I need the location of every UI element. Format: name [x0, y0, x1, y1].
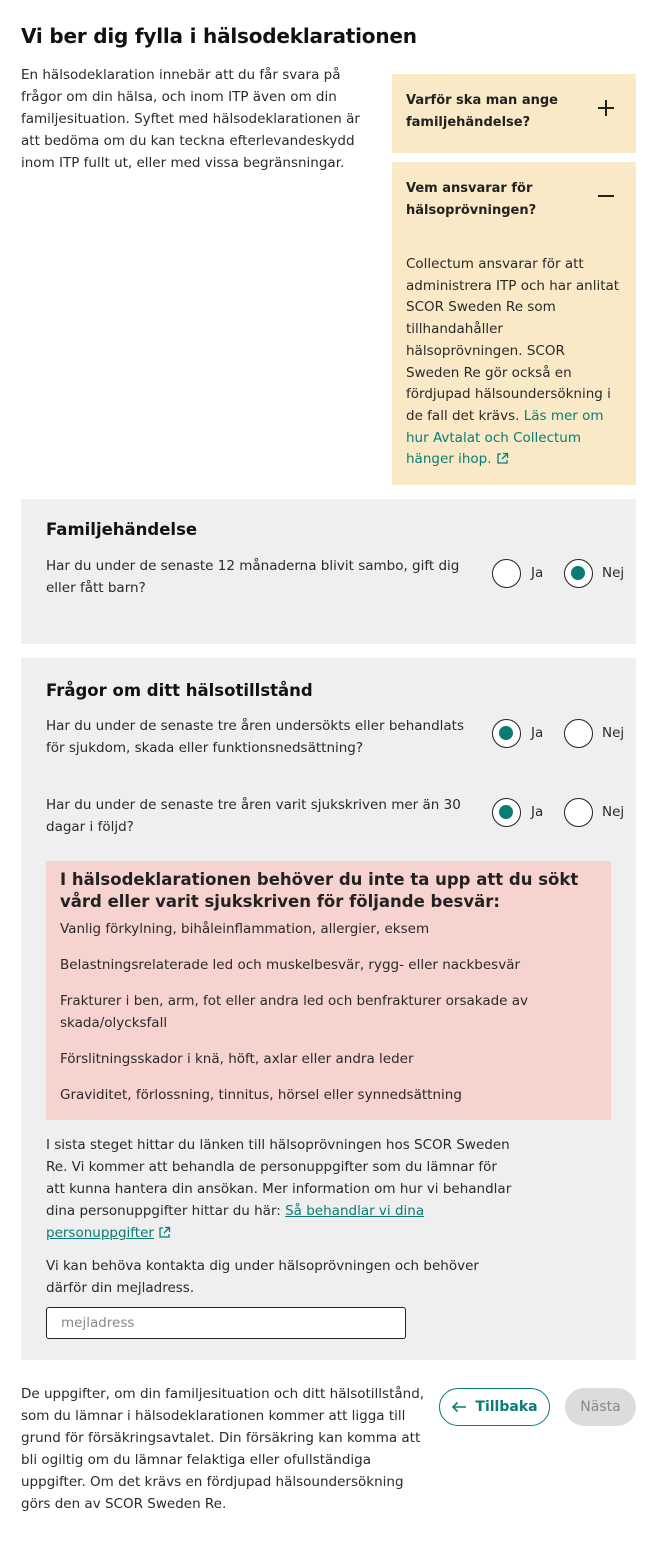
- minus-icon[interactable]: [592, 182, 620, 210]
- exception-item: Frakturer i ben, arm, fot eller andra led och benfrakturer orsakade av skada/olycksfall: [60, 993, 529, 1031]
- health-section-title: Frågor om ditt hälsotillstånd: [46, 681, 313, 700]
- footer-disclaimer: De uppgifter, om din familjesituation och ditt hälsotillstånd, som du lämnar i hälsodeklarationen kommer att ligga till grund för försäkringsavtalet. Din försäkring kan komma att bli ogiltig om du lämnar felaktiga eller ofullständiga uppgifter. Om det krävs en fördjupad hälsoundersökning görs den av SCOR Sweden Re.: [21, 1386, 425, 1512]
- email-input[interactable]: [46, 1307, 406, 1339]
- family-radio-no-label[interactable]: Nej: [602, 565, 625, 581]
- accordion-family-event[interactable]: [392, 74, 636, 153]
- external-link-icon: [496, 452, 509, 465]
- health-section: [21, 658, 636, 1360]
- next-button[interactable]: Nästa: [565, 1388, 636, 1426]
- family-radio-no[interactable]: [564, 559, 593, 588]
- privacy-link[interactable]: Så behandlar vi dina personuppgifter: [46, 1203, 425, 1241]
- health-q1-yes-label[interactable]: Ja: [531, 725, 544, 741]
- health-q1-radio-yes[interactable]: [492, 719, 521, 748]
- collectum-info-link[interactable]: Läs mer om hur Avtalat och Collectum hänger ihop.: [406, 407, 604, 468]
- back-button-label: Tillbaka: [475, 1399, 538, 1415]
- health-question-1: Har du under de senaste tre åren undersökts eller behandlats för sjukdom, skada eller funktionsnedsättning?: [46, 718, 464, 756]
- privacy-info-text: I sista steget hittar du länken till hälsoprövningen hos SCOR Sweden Re. Vi kommer att behandla de personuppgifter som du lämnar för att kunna hantera din ansökan. Mer information om hur vi behandlar dina personuppgifter hittar du här:: [46, 1137, 512, 1219]
- health-q2-no-label[interactable]: Nej: [602, 804, 625, 820]
- family-question: Har du under de senaste 12 månaderna blivit sambo, gift dig eller fått barn?: [46, 558, 460, 596]
- family-radio-yes-label[interactable]: Ja: [531, 565, 544, 581]
- accordion-body: [406, 254, 622, 471]
- family-event-section: [21, 499, 636, 644]
- intro-text: En hälsodeklaration innebär att du får svara på frågor om din hälsa, och inom ITP även om din familjesituation. Syftet med hälsodeklarationen är att bedöma om du kan teckna efterlevandeskydd inom ITP fullt ut, eller med vissa begränsningar.: [21, 67, 360, 171]
- accordion-responsibility[interactable]: [392, 162, 636, 485]
- exception-item: Belastningsrelaterade led och muskelbesvär, rygg- eller nackbesvär: [60, 957, 521, 973]
- accordion-heading: Varför ska man ange familjehändelse?: [406, 93, 558, 130]
- health-q2-radio-no[interactable]: [564, 798, 593, 827]
- privacy-info: [46, 1134, 516, 1244]
- external-link-icon: [158, 1226, 171, 1239]
- health-q2-yes-label[interactable]: Ja: [531, 804, 544, 820]
- accordion-heading: Vem ansvarar för hälsoprövningen?: [406, 181, 537, 218]
- exceptions-box: [46, 861, 611, 1120]
- back-button[interactable]: [439, 1388, 550, 1426]
- health-q2-radio-yes[interactable]: [492, 798, 521, 827]
- exception-item: Vanlig förkylning, bihåleinflammation, allergier, eksem: [60, 921, 430, 937]
- health-q1-radio-no[interactable]: [564, 719, 593, 748]
- health-q1-no-label[interactable]: Nej: [602, 725, 625, 741]
- accordion-body-text: Collectum ansvarar för att administrera ITP och har anlitat SCOR Sweden Re som tillhandahåller hälsoprövningen. SCOR Sweden Re gör också en fördjupad hälsoundersökning i de fall det krävs.: [406, 256, 620, 424]
- exception-item: Förslitningsskador i knä, höft, axlar eller andra leder: [60, 1051, 414, 1067]
- health-question-2: Har du under de senaste tre åren varit sjukskriven mer än 30 dagar i följd?: [46, 797, 461, 835]
- exceptions-title: I hälsodeklarationen behöver du inte ta upp att du sökt vård eller varit sjukskriven för följande besvär:: [60, 870, 579, 911]
- family-section-title: Familjehändelse: [46, 520, 198, 539]
- arrow-left-icon: [451, 1401, 467, 1413]
- email-prompt: Vi kan behöva kontakta dig under hälsoprövningen och behöver därför din mejladress.: [46, 1258, 479, 1296]
- exception-item: Graviditet, förlossning, tinnitus, hörsel eller synnedsättning: [60, 1087, 462, 1103]
- page-title: Vi ber dig fylla i hälsodeklarationen: [21, 24, 417, 48]
- family-radio-yes[interactable]: [492, 559, 521, 588]
- plus-icon[interactable]: [592, 94, 620, 122]
